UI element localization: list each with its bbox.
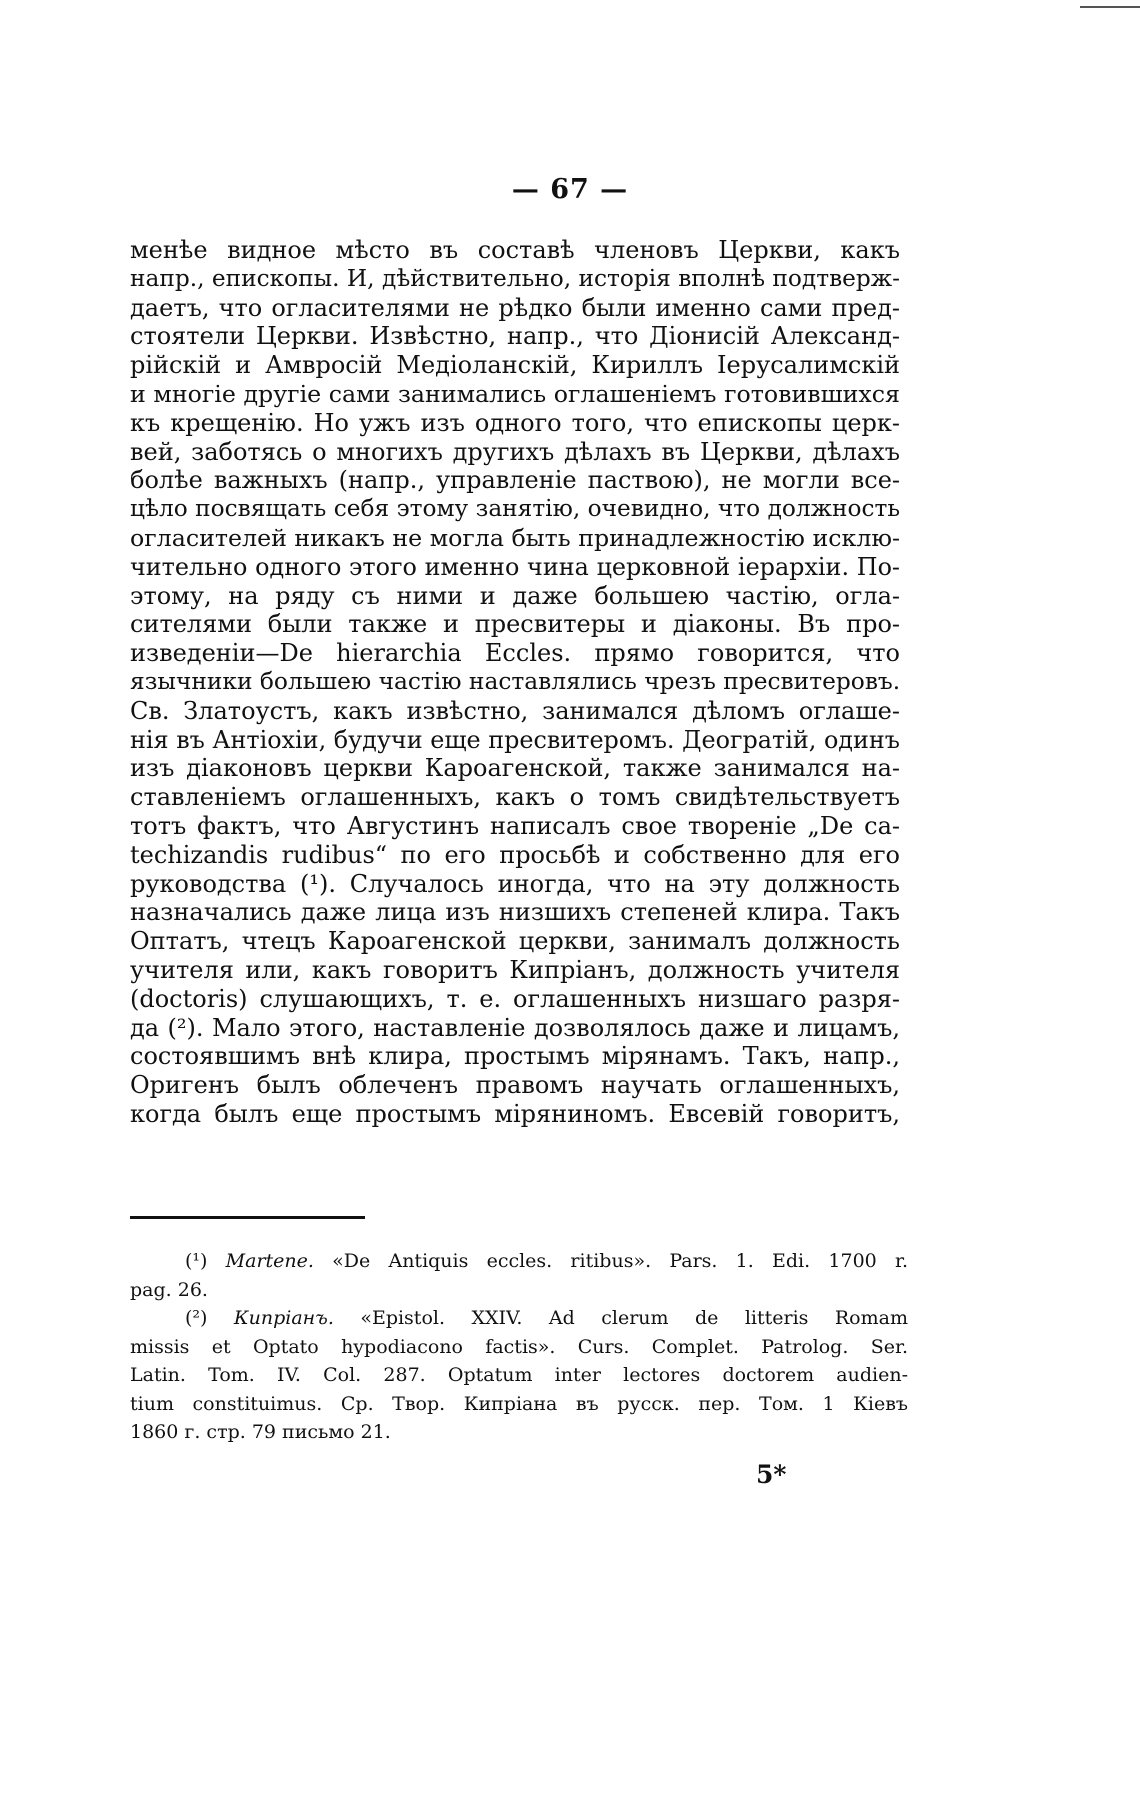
text-line: напр., епископы. И, дѣйствительно, исторія вполнѣ подтверж- bbox=[130, 264, 900, 292]
page-number: — 67 — bbox=[511, 174, 629, 205]
text-line: (doctoris) слушающихъ, т. е. оглашенныхъ низшаго разря- bbox=[130, 984, 900, 1013]
text-line: ставленіемъ оглашенныхъ, какъ о томъ свидѣтельствуетъ bbox=[130, 783, 900, 812]
text-line: и многіе другіе сами занимались оглашеніемъ готовившихся bbox=[130, 379, 900, 408]
text-line: руководства (¹). Случалось иногда, что на эту должность bbox=[130, 869, 900, 898]
text-line: къ крещенію. Но ужъ изъ одного того, что епископы церк- bbox=[130, 408, 900, 437]
footnote-2-line: tium constituimus. Cp. Твор. Кипріана въ русск. пер. Том. 1 Кіевъ bbox=[130, 1392, 908, 1415]
footnote-2-line: Latin. Tom. IV. Col. 287. Optatum inter lectores doctorem audien- bbox=[130, 1364, 908, 1386]
text-line: тотъ фактъ, что Августинъ написалъ свое творенie „De ca- bbox=[130, 811, 900, 840]
text-line: учителя или, какъ говоритъ Кипріанъ, должность учителя bbox=[130, 955, 900, 984]
text-line: цѣло посвящать себя этому занятію, очевидно, что должность bbox=[130, 495, 900, 523]
footnote-2-line: 1860 г. стр. 79 письмо 21. bbox=[130, 1421, 391, 1443]
text-line: когда былъ еще простымъ міряниномъ. Евсевій говоритъ, bbox=[130, 1099, 900, 1128]
text-line: изведеніи—De hierarchia Eccles. прямо говорится, что bbox=[130, 639, 900, 668]
text-line: да (²). Мало этого, наставленіе дозволялось даже и лицамъ, bbox=[130, 1013, 900, 1042]
text-line: чительно одного этого именно чина церковной іерархіи. По- bbox=[130, 552, 900, 581]
text-line: изъ діаконовъ церкви Кароагенской, также занимался на- bbox=[130, 754, 900, 783]
footnote-1 bbox=[130, 1247, 908, 1276]
footnote-author: Кипріанъ. bbox=[233, 1307, 334, 1329]
footnote-text: «Epistol. XXIV. Ad clerum de litteris Romam bbox=[360, 1307, 908, 1329]
text-line: язычники большею частію наставлялись чрезъ пресвитеровъ. bbox=[130, 667, 900, 695]
text-line: Оптатъ, чтецъ Кароагенской церкви, занималъ должность bbox=[130, 927, 900, 956]
footnote-1-continuation: pag. 26. bbox=[130, 1278, 208, 1301]
text-line: даетъ, что огласителями не рѣдко были именно сами пред- bbox=[130, 293, 900, 322]
text-line: болѣе важныхъ (напр., управленіе паствою), не могли все- bbox=[130, 466, 900, 495]
footnote-2-line: missis et Optato hypodiacono factis». Curs. Complet. Patrolog. Ser. bbox=[130, 1335, 908, 1358]
main-text-block bbox=[130, 236, 900, 1129]
text-line: techizandis rudibus“ по его просьбѣ и собственно для его bbox=[130, 840, 900, 869]
text-line: стоятели Церкви. Извѣстно, напр., что Діонисій Александ- bbox=[130, 322, 900, 351]
footnote-text: «De Antiquis eccles. ritibus». Pars. 1. Edi. 1700 r. bbox=[332, 1250, 908, 1272]
footnote-separator bbox=[130, 1216, 365, 1219]
footnote-marker: (²) bbox=[185, 1307, 208, 1329]
text-line: огласителей никакъ не могла быть принадлежностію исклю- bbox=[130, 523, 900, 552]
text-line: вей, заботясь о многихъ другихъ дѣлахъ въ Церкви, дѣлахъ bbox=[130, 437, 900, 466]
text-line: назначались даже лица изъ низшихъ степеней клира. Такъ bbox=[130, 898, 900, 927]
text-line: сителями были также и пресвитеры и діаконы. Въ про- bbox=[130, 610, 900, 639]
text-line: Оригенъ былъ облеченъ правомъ научать оглашенныхъ, bbox=[130, 1071, 900, 1100]
footnotes-block bbox=[130, 1247, 908, 1447]
text-line: нія въ Антіохіи, будучи еще пресвитеромъ. Деогратій, одинъ bbox=[130, 725, 900, 754]
text-line: менѣе видное мѣсто въ составѣ членовъ Церкви, какъ bbox=[130, 236, 900, 264]
scan-edge-line bbox=[1080, 6, 1140, 8]
footnote-author: Martene. bbox=[225, 1250, 314, 1272]
footnote-marker: (¹) bbox=[185, 1250, 208, 1272]
text-line: рійскій и Амвросій Медіоланскій, Кириллъ Іерусалимскій bbox=[130, 351, 900, 380]
text-line: состоявшимъ внѣ клира, простымъ мірянамъ. Такъ, напр., bbox=[130, 1042, 900, 1071]
text-line: Св. Златоустъ, какъ извѣстно, занимался дѣломъ оглаше- bbox=[130, 696, 900, 725]
footnote-2 bbox=[130, 1304, 908, 1333]
text-line: этому, на ряду съ ними и даже большею частію, огла- bbox=[130, 581, 900, 610]
printer-signature-mark: 5* bbox=[756, 1460, 787, 1489]
